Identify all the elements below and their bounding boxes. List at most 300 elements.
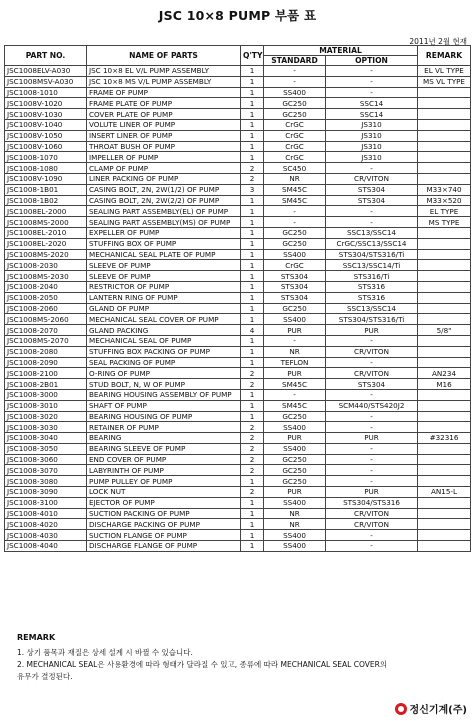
parts-table [4,45,471,552]
cell-part-no: JSC1008-3070 [5,465,87,476]
cell-qty: 1 [241,195,264,206]
cell-qty: 2 [241,368,264,379]
cell-option: - [326,66,418,77]
cell-name: DISCHARGE FLANGE OF PUMP [87,541,241,552]
cell-remark: MS VL TYPE [418,76,471,87]
cell-remark: #32316 [418,433,471,444]
table-row [5,465,471,476]
header-option: OPTION [326,56,418,66]
table-row [5,303,471,314]
cell-option: SSC13/SSC14/Ti [326,260,418,271]
table-row [5,141,471,152]
cell-option: - [326,206,418,217]
cell-standard: PUR [264,487,326,498]
company-name: 정신기계(주) [409,705,467,716]
cell-name: STUD BOLT, N, W OF PUMP [87,379,241,390]
cell-remark [418,454,471,465]
cell-standard: - [264,206,326,217]
cell-option: STS304 [326,379,418,390]
table-row [5,292,471,303]
cell-remark [418,249,471,260]
cell-qty: 4 [241,325,264,336]
cell-part-no: JSC1008-2040 [5,281,87,292]
table-row [5,368,471,379]
cell-qty: 1 [241,152,264,163]
header-qty: Q'TY [241,46,264,66]
table-row [5,530,471,541]
cell-standard: SS400 [264,422,326,433]
cell-qty: 1 [241,281,264,292]
cell-option: - [326,541,418,552]
cell-option: STS316 [326,292,418,303]
cell-name: BEARING SLEEVE OF PUMP [87,443,241,454]
cell-name: IMPELLER OF PUMP [87,152,241,163]
cell-name: MECHANICAL SEAL OF PUMP [87,335,241,346]
cell-name: STUFFING BOX OF PUMP [87,238,241,249]
cell-remark [418,109,471,120]
cell-qty: 1 [241,530,264,541]
cell-remark [418,422,471,433]
table-row [5,119,471,130]
cell-name: SUCTION FLANGE OF PUMP [87,530,241,541]
cell-remark [418,260,471,271]
cell-option: - [326,411,418,422]
cell-remark: 5/8" [418,325,471,336]
cell-remark [418,281,471,292]
table-row [5,184,471,195]
table-row [5,109,471,120]
cell-standard: NR [264,508,326,519]
table-row [5,163,471,174]
table-row [5,227,471,238]
cell-part-no: JSC1008EL-2010 [5,227,87,238]
cell-part-no: JSC1008V-1060 [5,141,87,152]
cell-option: - [326,335,418,346]
table-row [5,206,471,217]
cell-option: STS316/Ti [326,271,418,282]
remark-title: REMARK [17,633,56,642]
cell-standard: NR [264,346,326,357]
cell-part-no: JSC1008-2050 [5,292,87,303]
cell-option: CR/VITON [326,173,418,184]
cell-option: - [326,389,418,400]
cell-option: - [326,443,418,454]
remark-notes [17,647,457,683]
cell-qty: 1 [241,519,264,530]
cell-part-no: JSC1008V-1090 [5,173,87,184]
cell-name: STUFFING BOX PACKING OF PUMP [87,346,241,357]
table-row [5,249,471,260]
cell-name: JSC 10×8 EL V/L PUMP ASSEMBLY [87,66,241,77]
cell-name: MECHANICAL SEAL PLATE OF PUMP [87,249,241,260]
table-row [5,433,471,444]
table-row [5,519,471,530]
cell-part-no: JSC1008-3050 [5,443,87,454]
cell-name: LANTERN RING OF PUMP [87,292,241,303]
cell-qty: 2 [241,443,264,454]
table-row [5,508,471,519]
cell-part-no: JSC1008-2070 [5,325,87,336]
cell-option: - [326,476,418,487]
cell-part-no: JSC1008EL-2020 [5,238,87,249]
table-row [5,66,471,77]
cell-name: LOCK NUT [87,487,241,498]
cell-qty: 1 [241,400,264,411]
cell-part-no: JSC1008-4020 [5,519,87,530]
cell-qty: 1 [241,217,264,228]
cell-option: SSC13/SSC14 [326,227,418,238]
cell-name: SLEEVE OF PUMP [87,260,241,271]
cell-name: PUMP PULLEY OF PUMP [87,476,241,487]
cell-qty: 1 [241,303,264,314]
cell-standard: SS400 [264,87,326,98]
cell-option: SCM440/STS420J2 [326,400,418,411]
header-standard: STANDARD [264,56,326,66]
cell-qty: 1 [241,249,264,260]
cell-qty: 1 [241,346,264,357]
note-line: 1. 상기 품목과 재질은 상세 설계 시 바뀔 수 있습니다. [17,648,193,657]
cell-name: CASING BOLT, 2N, 2W(2/2) OF PUMP [87,195,241,206]
cell-standard: GC250 [264,454,326,465]
cell-standard: STS304 [264,281,326,292]
cell-qty: 2 [241,379,264,390]
table-row [5,130,471,141]
cell-qty: 1 [241,141,264,152]
cell-qty: 1 [241,357,264,368]
cell-standard: GC250 [264,98,326,109]
table-row [5,152,471,163]
cell-qty: 2 [241,163,264,174]
cell-name: BEARING HOUSING OF PUMP [87,411,241,422]
cell-qty: 1 [241,119,264,130]
cell-part-no: JSC1008-4030 [5,530,87,541]
cell-remark [418,303,471,314]
cell-option: STS304 [326,184,418,195]
cell-option: - [326,422,418,433]
cell-name: FRAME PLATE OF PUMP [87,98,241,109]
cell-remark [418,238,471,249]
cell-option: STS304/STS316/Ti [326,314,418,325]
cell-part-no: JSC1008-1B01 [5,184,87,195]
cell-qty: 1 [241,227,264,238]
cell-remark: M33×740 [418,184,471,195]
cell-name: SEAL PACKING OF PUMP [87,357,241,368]
cell-standard: GC250 [264,476,326,487]
cell-standard: TEFLON [264,357,326,368]
cell-part-no: JSC1008-4040 [5,541,87,552]
cell-part-no: JSC1008MS-2030 [5,271,87,282]
cell-option: - [326,163,418,174]
cell-part-no: JSC1008-3040 [5,433,87,444]
cell-remark [418,292,471,303]
cell-qty: 1 [241,87,264,98]
table-row [5,217,471,228]
cell-qty: 1 [241,314,264,325]
cell-name: CLAMP OF PUMP [87,163,241,174]
cell-standard: STS304 [264,271,326,282]
cell-qty: 1 [241,206,264,217]
cell-qty: 2 [241,487,264,498]
cell-standard: - [264,76,326,87]
cell-part-no: JSC1008MS-2060 [5,314,87,325]
cell-part-no: JSC1008-1010 [5,87,87,98]
cell-remark [418,400,471,411]
table-row [5,87,471,98]
cell-part-no: JSC1008-2100 [5,368,87,379]
cell-standard: SS400 [264,530,326,541]
cell-option: - [326,454,418,465]
cell-standard: SS400 [264,249,326,260]
note-line: 2. MECHANICAL SEAL은 사용환경에 따라 형태가 달라질 수 있고, 종류에 따라 MECHANICAL SEAL COVER의 [17,660,388,669]
table-row [5,346,471,357]
cell-name: FRAME OF PUMP [87,87,241,98]
cell-qty: 1 [241,238,264,249]
cell-part-no: JSC1008-3030 [5,422,87,433]
cell-standard: STS304 [264,292,326,303]
cell-option: CR/VITON [326,368,418,379]
cell-remark [418,357,471,368]
cell-name: DISCHARGE PACKING OF PUMP [87,519,241,530]
cell-qty: 1 [241,66,264,77]
table-row [5,400,471,411]
cell-remark: EL VL TYPE [418,66,471,77]
cell-option: STS304/STS316 [326,497,418,508]
table-row [5,335,471,346]
cell-qty: 1 [241,541,264,552]
table-row [5,487,471,498]
cell-standard: - [264,389,326,400]
table-row [5,271,471,282]
table-row [5,260,471,271]
table-row [5,443,471,454]
cell-remark [418,443,471,454]
cell-remark [418,87,471,98]
cell-remark [418,411,471,422]
table-row [5,541,471,552]
cell-qty: 1 [241,271,264,282]
cell-part-no: JSC1008V-1040 [5,119,87,130]
cell-name: VOLUTE LINER OF PUMP [87,119,241,130]
cell-qty: 1 [241,260,264,271]
cell-name: JSC 10×8 MS V/L PUMP ASSEMBLY [87,76,241,87]
table-row [5,476,471,487]
cell-name: MECHANICAL SEAL COVER OF PUMP [87,314,241,325]
cell-remark [418,314,471,325]
cell-name: THROAT BUSH OF PUMP [87,141,241,152]
cell-standard: SS400 [264,314,326,325]
cell-standard: CrGC [264,130,326,141]
cell-remark [418,119,471,130]
header-name: NAME OF PARTS [87,46,241,66]
cell-part-no: JSC1008V-1030 [5,109,87,120]
cell-name: EXPELLER OF PUMP [87,227,241,238]
cell-name: CASING BOLT, 2N, 2W(1/2) OF PUMP [87,184,241,195]
cell-part-no: JSC1008-3010 [5,400,87,411]
cell-standard: GC250 [264,238,326,249]
cell-qty: 2 [241,173,264,184]
cell-part-no: JSC1008ELV-A030 [5,66,87,77]
cell-part-no: JSC1008-2060 [5,303,87,314]
cell-qty: 1 [241,411,264,422]
cell-name: EJECTOR OF PUMP [87,497,241,508]
cell-option: PUR [326,433,418,444]
table-row [5,411,471,422]
cell-name: GLAND PACKING [87,325,241,336]
table-row [5,281,471,292]
cell-name: SLEEVE OF PUMP [87,271,241,282]
cell-qty: 1 [241,476,264,487]
cell-qty: 1 [241,76,264,87]
page-title: JSC 10×8 PUMP 부품 표 [158,8,317,23]
cell-name: SHAFT OF PUMP [87,400,241,411]
table-row [5,238,471,249]
note-line: 유무가 결정된다. [17,672,73,681]
table-row [5,173,471,184]
cell-standard: CrGC [264,119,326,130]
cell-qty: 1 [241,508,264,519]
cell-standard: GC250 [264,227,326,238]
cell-name: BEARING HOUSING ASSEMBLY OF PUMP [87,389,241,400]
cell-name: END COVER OF PUMP [87,454,241,465]
cell-option: SSC14 [326,98,418,109]
cell-option: JS310 [326,141,418,152]
cell-standard: SM45C [264,184,326,195]
cell-option: CR/VITON [326,346,418,357]
cell-remark [418,271,471,282]
cell-remark: EL TYPE [418,206,471,217]
cell-remark: AN234 [418,368,471,379]
cell-part-no: JSC1008-1070 [5,152,87,163]
cell-standard: SM45C [264,400,326,411]
cell-option: JS310 [326,119,418,130]
cell-remark [418,541,471,552]
cell-part-no: JSC1008MS-2020 [5,249,87,260]
cell-qty: 2 [241,454,264,465]
cell-qty: 1 [241,497,264,508]
cell-part-no: JSC1008-1080 [5,163,87,174]
cell-option: CR/VITON [326,508,418,519]
cell-remark: M16 [418,379,471,390]
cell-option: JS310 [326,152,418,163]
table-row [5,389,471,400]
cell-part-no: JSC1008MSV-A030 [5,76,87,87]
cell-part-no: JSC1008MS-2000 [5,217,87,228]
header-material: MATERIAL [264,46,418,56]
cell-remark [418,227,471,238]
cell-option: SSC13/SSC14 [326,303,418,314]
cell-part-no: JSC1008-3060 [5,454,87,465]
cell-qty: 1 [241,292,264,303]
header-remark: REMARK [418,46,471,66]
cell-standard: GC250 [264,465,326,476]
cell-part-no: JSC1008-3020 [5,411,87,422]
cell-standard: PUR [264,368,326,379]
cell-name: COVER PLATE OF PUMP [87,109,241,120]
cell-qty: 2 [241,433,264,444]
cell-option: STS304/STS316/Ti [326,249,418,260]
cell-option: SSC14 [326,109,418,120]
cell-name: LINER PACKING OF PUMP [87,173,241,184]
cell-standard: SM45C [264,379,326,390]
cell-part-no: JSC1008-2090 [5,357,87,368]
cell-part-no: JSC1008-3090 [5,487,87,498]
cell-remark [418,508,471,519]
cell-remark [418,152,471,163]
cell-name: RESTRICTOR OF PUMP [87,281,241,292]
company-logo [395,701,467,716]
cell-remark [418,476,471,487]
table-row [5,497,471,508]
cell-standard: CrGC [264,141,326,152]
cell-qty: 3 [241,184,264,195]
cell-standard: PUR [264,325,326,336]
cell-remark [418,335,471,346]
cell-standard: SC450 [264,163,326,174]
cell-part-no: JSC1008V-1050 [5,130,87,141]
cell-standard: CrGC [264,260,326,271]
cell-part-no: JSC1008-3080 [5,476,87,487]
date-label: 2011년 2월 현재 [409,37,467,46]
cell-qty: 2 [241,422,264,433]
cell-part-no: JSC1008-2080 [5,346,87,357]
cell-standard: CrGC [264,152,326,163]
cell-standard: SM45C [264,195,326,206]
cell-option: CrGC/SSC13/SSC14 [326,238,418,249]
cell-part-no: JSC1008-2030 [5,260,87,271]
cell-remark: AN15-L [418,487,471,498]
cell-standard: NR [264,173,326,184]
cell-qty: 1 [241,98,264,109]
cell-name: LABYRINTH OF PUMP [87,465,241,476]
header-part-no: PART NO. [5,46,87,66]
cell-option: - [326,87,418,98]
company-logo-icon [395,703,407,715]
cell-option: STS316 [326,281,418,292]
table-body [5,66,471,552]
table-row [5,98,471,109]
table-row [5,422,471,433]
cell-option: - [326,465,418,476]
cell-remark [418,346,471,357]
cell-option: PUR [326,487,418,498]
cell-option: PUR [326,325,418,336]
cell-qty: 1 [241,389,264,400]
cell-qty: 2 [241,465,264,476]
cell-part-no: JSC1008-3000 [5,389,87,400]
cell-remark [418,173,471,184]
cell-option: STS304 [326,195,418,206]
cell-standard: - [264,217,326,228]
cell-option: JS310 [326,130,418,141]
cell-standard: PUR [264,433,326,444]
cell-option: CR/VITON [326,519,418,530]
cell-standard: SS400 [264,497,326,508]
cell-standard: GC250 [264,109,326,120]
cell-standard: GC250 [264,411,326,422]
cell-name: INSERT LINER OF PUMP [87,130,241,141]
cell-standard: SS400 [264,541,326,552]
cell-name: SEALING PART ASSEMBLY(MS) OF PUMP [87,217,241,228]
cell-part-no: JSC1008EL-2000 [5,206,87,217]
cell-option: - [326,217,418,228]
cell-qty: 1 [241,130,264,141]
table-row [5,76,471,87]
cell-qty: 1 [241,109,264,120]
cell-remark [418,141,471,152]
cell-part-no: JSC1008V-1020 [5,98,87,109]
cell-standard: NR [264,519,326,530]
cell-remark [418,519,471,530]
